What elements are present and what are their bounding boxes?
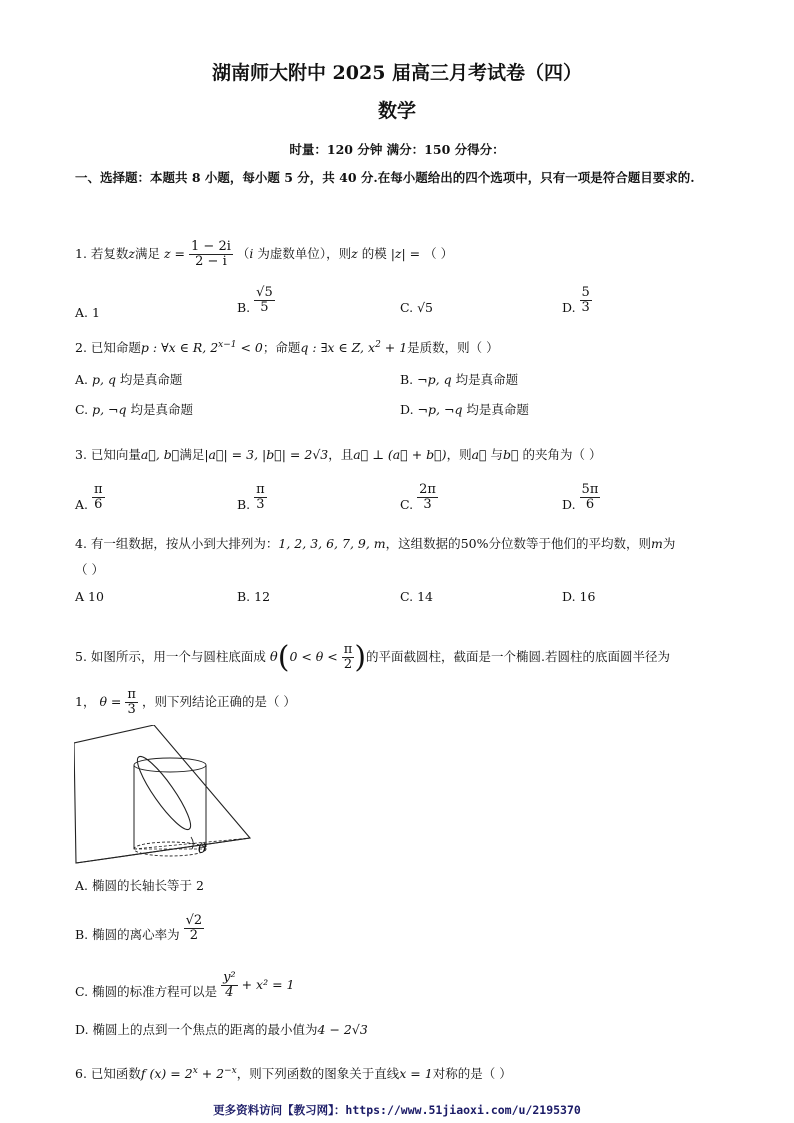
question-6-stem: 6. 已知函数f $(x) = 2^x + 2^{-x}$，则下列函数的图象关于直线x = 1对称的是（ ） [75, 1065, 512, 1081]
question-4-stem: 4. 有一组数据，按从小到大排列为：1, 2, 3, 6, 7, 9, m，这组数据的50%分位数等于他们的平均数，则m为 [75, 536, 676, 551]
q1-option-d: D. $\frac{5}{3}$ [562, 285, 590, 315]
question-5-stem-line1: 5. 如图所示，用一个与圆柱底面成 θ(0 < θ < $\frac{\pi}{2}$ )的平面截圆柱，截面是一个椭圆.若圆柱的底面圆半径为 [75, 640, 671, 675]
question-2-stem: 2. 已知命题p : ∀x ∈ R, $2^{x-1} < 0$；命题q : ∃x ∈ Z, $x^2 + 1$是质数，则（ ） [75, 339, 499, 355]
q1-option-a: A. 1 [75, 305, 100, 320]
q1-option-c: C. √5 [400, 300, 433, 315]
q1-fraction: $\frac{1 - 2i}{2 - i}$ [191, 239, 231, 269]
q4-option-d: D. 16 [562, 589, 596, 604]
q4-blank: （ ） [75, 562, 104, 577]
question-5-stem-line2: 1， θ = $\frac{\pi}{3}$ ，则下列结论正确的是（ ） [75, 687, 296, 717]
q4-option-c: C. 14 [400, 589, 433, 604]
q3-option-c: C. $\frac{2\pi}{3}$ [400, 482, 436, 512]
q2-option-d: D. ¬p, ¬q 均是真命题 [400, 402, 529, 417]
q2-option-a: A. p, q 均是真命题 [75, 372, 183, 387]
question-3-stem: 3. 已知向量a⃗, b⃗满足|a⃗| = 3, |b⃗| = 2√3，且a⃗ ⊥ (a⃗ + b⃗)，则a⃗ 与b⃗ 的夹角为（ ） [75, 447, 602, 462]
cylinder-figure [74, 725, 274, 870]
q5-option-d: D. 椭圆上的点到一个焦点的距离的最小值为4 − 2√3 [75, 1022, 368, 1037]
figure-theta-label: θ [198, 841, 207, 857]
q5-option-c: C. 椭圆的标准方程可以是 $\frac{\text{y²}}{4}$ + x² = 1 [75, 970, 295, 1000]
q1-option-b: B. $\frac{√5}{5}$ [237, 285, 273, 315]
footer-link[interactable]: 更多资料访问【教习网】：https://www.51jiaoxi.com/u/2195370 [213, 1103, 581, 1117]
cylinder-plane-diagram [74, 725, 274, 870]
q3-option-d: D. $\frac{5\pi}{6}$ [562, 482, 599, 512]
exam-subject: 数学 [377, 100, 416, 122]
exam-title: 湖南师大附中 2025 届高三月考试卷（四） [211, 62, 583, 84]
section-heading: 一、选择题：本题共 8 小题，每小题 5 分，共 40 分.在每小题给出的四个选项中，只有一项是符合题目要求的. [75, 170, 695, 185]
q3-option-a: A. $\frac{\pi}{6}$ [75, 482, 103, 512]
q3-option-b: B. $\frac{\pi}{3}$ [237, 482, 265, 512]
question-1-stem: 1. 若复数z满足 z = $\frac{1 - 2i}{2 - i}$ （i 为虚数单位），则z 的模 |z| = （ ） [75, 239, 454, 269]
exam-meta: 时量：120 分钟 满分：150 分得分： [289, 142, 505, 157]
q2-option-c: C. p, ¬q 均是真命题 [75, 402, 193, 417]
q4-option-b: B. 12 [237, 589, 271, 604]
q2-option-b: B. ¬p, q 均是真命题 [400, 372, 519, 387]
q5-option-a: A. 椭圆的长轴长等于 2 [75, 878, 204, 893]
q5-option-b: B. 椭圆的离心率为 $\frac{√2}{2}$ [75, 913, 203, 943]
q4-option-a: A 10 [75, 589, 104, 604]
